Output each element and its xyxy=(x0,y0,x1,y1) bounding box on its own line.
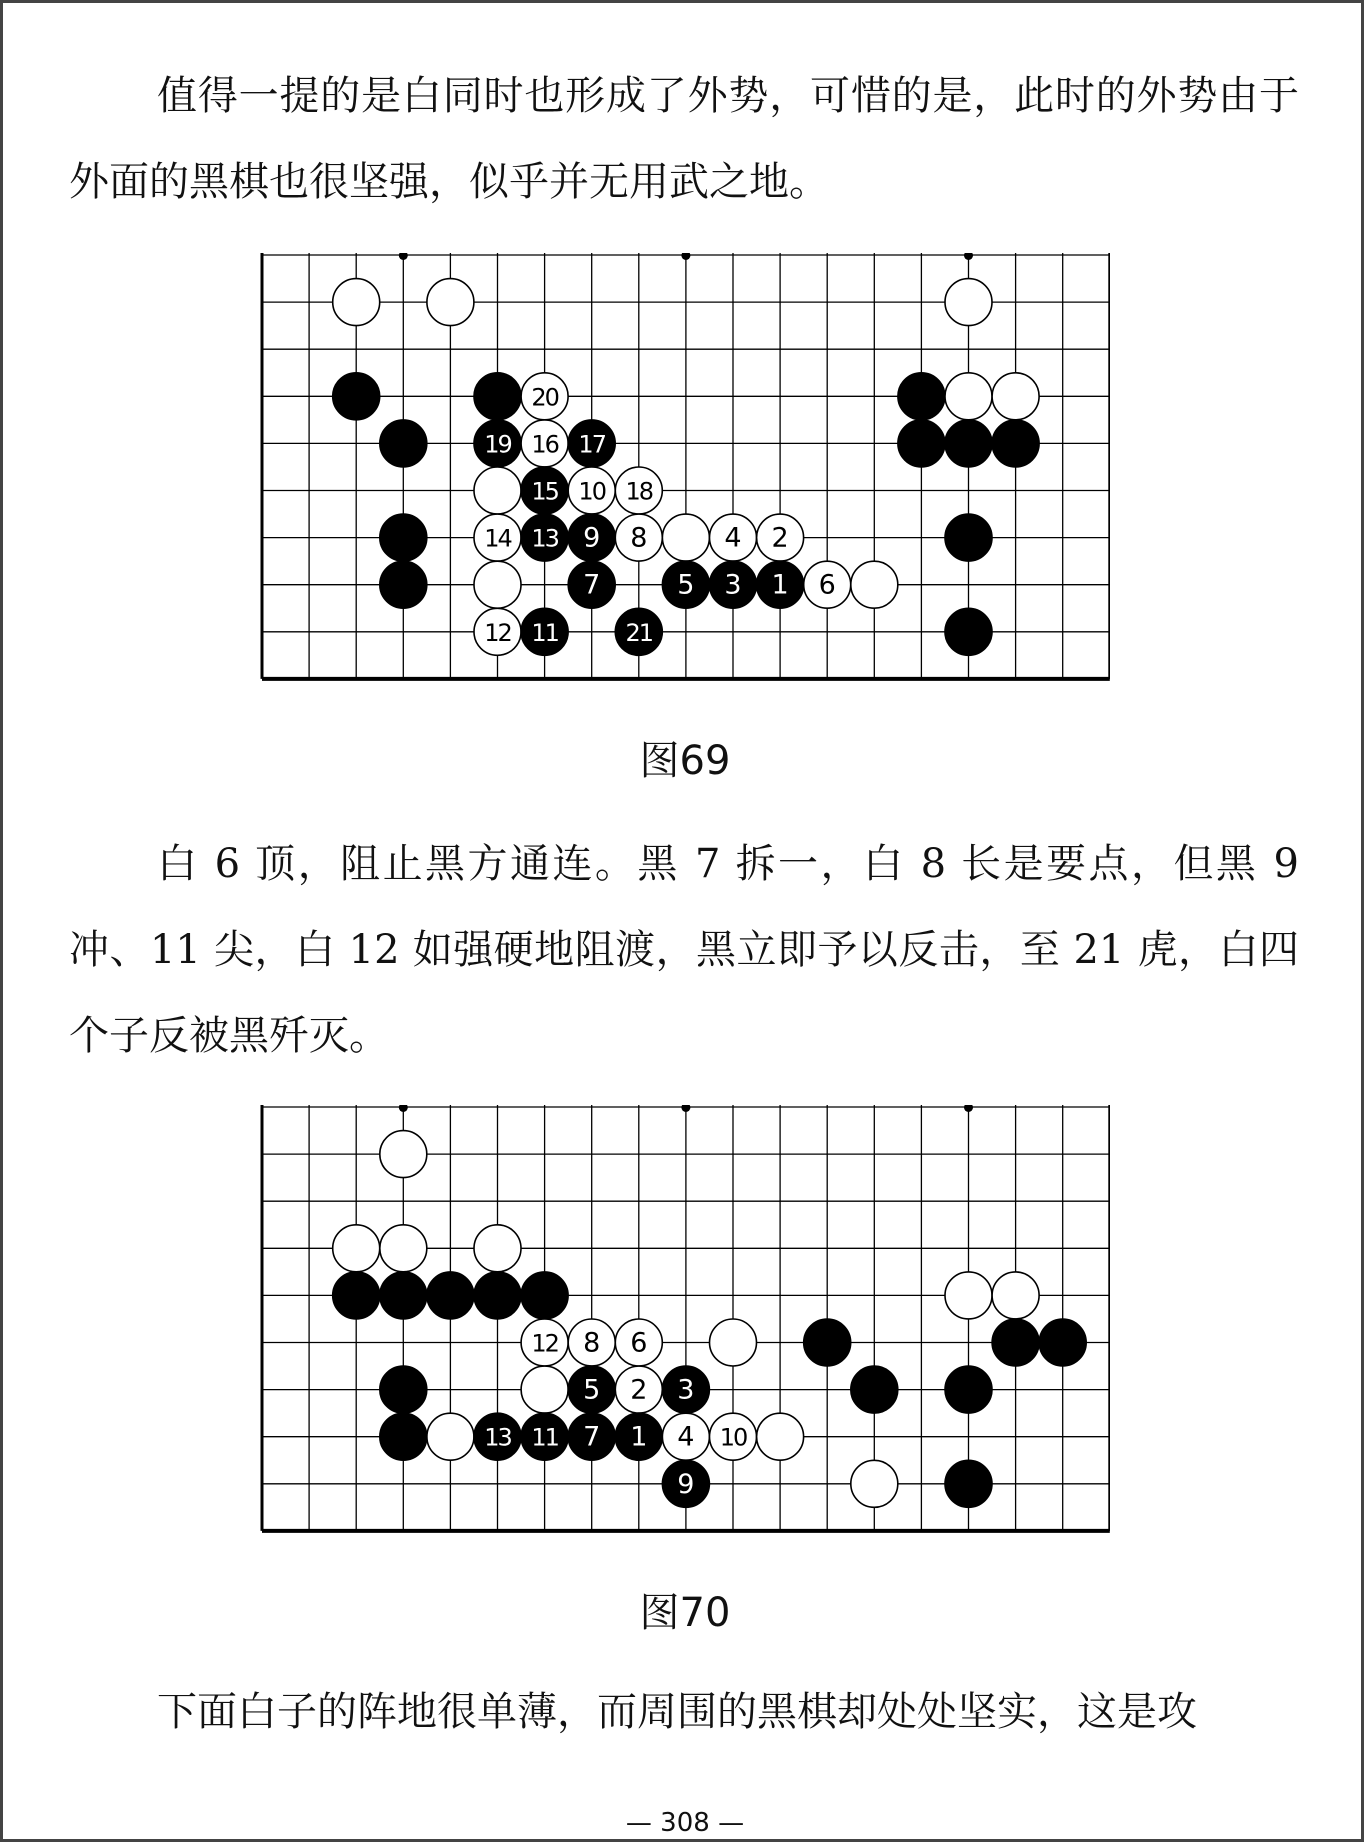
white-stone xyxy=(380,1131,427,1178)
black-stone xyxy=(380,420,427,467)
white-stone xyxy=(521,373,568,420)
move-number: 1 xyxy=(771,569,789,601)
black-stone xyxy=(474,1413,521,1460)
move-number: 3 xyxy=(677,1374,695,1406)
black-stone xyxy=(662,1366,709,1413)
black-stone xyxy=(804,1319,851,1366)
black-stone xyxy=(521,608,568,655)
move-number: 5 xyxy=(583,1374,601,1406)
move-number: 5 xyxy=(677,569,695,601)
black-stone xyxy=(898,373,945,420)
move-number: 2 xyxy=(630,1374,648,1406)
white-stone xyxy=(333,279,380,326)
black-stone xyxy=(380,1272,427,1319)
black-stone xyxy=(427,1272,474,1319)
black-stone xyxy=(521,1272,568,1319)
black-stone xyxy=(945,1366,992,1413)
move-number: 3 xyxy=(724,569,742,601)
black-stone xyxy=(568,420,615,467)
white-stone xyxy=(804,561,851,608)
white-stone xyxy=(615,1319,662,1366)
paragraph: 值得一提的是白同时也形成了外势，可惜的是，此时的外势由于外面的黑棋也很坚强，似乎并无用武之地。 xyxy=(69,73,1299,205)
move-number: 12 xyxy=(531,1329,558,1358)
move-number: 4 xyxy=(677,1421,695,1453)
white-stone xyxy=(521,1319,568,1366)
white-stone xyxy=(757,1413,804,1460)
black-stone xyxy=(380,561,427,608)
white-stone xyxy=(992,1272,1039,1319)
white-stone xyxy=(474,467,521,514)
move-number: 9 xyxy=(677,1468,695,1500)
black-stone xyxy=(992,420,1039,467)
move-number: 18 xyxy=(625,477,653,506)
black-stone xyxy=(898,420,945,467)
move-number: 12 xyxy=(484,618,511,647)
move-number: 9 xyxy=(583,522,601,554)
move-number: 1 xyxy=(630,1421,648,1453)
white-stone xyxy=(945,1272,992,1319)
move-number: 4 xyxy=(724,522,742,554)
black-stone xyxy=(521,1413,568,1460)
white-stone xyxy=(615,514,662,561)
black-stone xyxy=(333,1272,380,1319)
move-number: 6 xyxy=(818,569,836,601)
white-stone xyxy=(662,514,709,561)
move-number: 11 xyxy=(531,618,558,647)
white-stone xyxy=(945,373,992,420)
go-diagram-70 xyxy=(258,1105,1110,1560)
white-stone xyxy=(333,1225,380,1272)
move-number: 13 xyxy=(484,1423,511,1452)
black-stone xyxy=(945,420,992,467)
white-stone xyxy=(851,1460,898,1507)
black-stone xyxy=(380,514,427,561)
black-stone xyxy=(945,514,992,561)
white-stone xyxy=(521,1366,568,1413)
black-stone xyxy=(568,561,615,608)
white-stone xyxy=(992,373,1039,420)
black-stone xyxy=(568,1366,615,1413)
figure-caption: 图69 xyxy=(639,738,731,784)
white-stone xyxy=(568,467,615,514)
black-stone xyxy=(474,373,521,420)
white-stone xyxy=(474,608,521,655)
white-stone xyxy=(662,1413,709,1460)
white-stone xyxy=(710,1413,757,1460)
black-stone xyxy=(521,514,568,561)
figure-caption: 图70 xyxy=(639,1590,731,1636)
move-number: 10 xyxy=(719,1423,747,1452)
black-stone xyxy=(380,1366,427,1413)
black-stone xyxy=(568,1413,615,1460)
page-number: — 308 — xyxy=(625,1808,745,1838)
white-stone xyxy=(474,561,521,608)
white-stone xyxy=(474,1225,521,1272)
white-stone xyxy=(710,514,757,561)
paragraph: 白 6 顶，阻止黑方通连。黑 7 拆一，白 8 长是要点，但黑 9 冲、11 尖，白 12 如强硬地阻渡，黑立即予以反击，至 21 虎，白四个子反被黑歼灭。 xyxy=(69,841,1299,1059)
black-stone xyxy=(662,1460,709,1507)
move-number: 20 xyxy=(531,383,558,412)
black-stone xyxy=(333,373,380,420)
move-number: 11 xyxy=(531,1423,558,1452)
star-point xyxy=(399,1105,408,1112)
move-number: 17 xyxy=(578,430,605,459)
black-stone xyxy=(757,561,804,608)
white-stone xyxy=(757,514,804,561)
move-number: 10 xyxy=(578,477,605,506)
black-stone xyxy=(710,561,757,608)
black-stone xyxy=(851,1366,898,1413)
move-number: 2 xyxy=(771,522,789,554)
black-stone xyxy=(474,1272,521,1319)
paragraph: 下面白子的阵地很单薄，而周围的黑棋却处处坚实，这是攻 xyxy=(157,1689,1197,1735)
black-stone xyxy=(615,608,662,655)
move-number: 16 xyxy=(531,430,558,459)
move-number: 19 xyxy=(484,430,511,459)
black-stone xyxy=(945,608,992,655)
move-number: 14 xyxy=(484,524,511,553)
black-stone xyxy=(945,1460,992,1507)
star-point xyxy=(681,1105,690,1112)
white-stone xyxy=(521,420,568,467)
move-number: 8 xyxy=(630,522,648,554)
white-stone xyxy=(615,467,662,514)
move-number: 15 xyxy=(531,477,558,506)
go-diagram-69 xyxy=(258,253,1110,708)
black-stone xyxy=(615,1413,662,1460)
black-stone xyxy=(662,561,709,608)
move-number: 13 xyxy=(531,524,558,553)
white-stone xyxy=(474,514,521,561)
black-stone xyxy=(992,1319,1039,1366)
star-point xyxy=(399,253,408,260)
move-number: 8 xyxy=(583,1327,601,1359)
star-point xyxy=(681,253,690,260)
move-number: 7 xyxy=(583,569,601,601)
white-stone xyxy=(427,279,474,326)
black-stone xyxy=(380,1413,427,1460)
move-number: 21 xyxy=(625,618,653,647)
move-number: 6 xyxy=(630,1327,648,1359)
white-stone xyxy=(851,561,898,608)
white-stone xyxy=(615,1366,662,1413)
star-point xyxy=(964,253,973,260)
black-stone xyxy=(474,420,521,467)
black-stone xyxy=(521,467,568,514)
white-stone xyxy=(710,1319,757,1366)
white-stone xyxy=(427,1413,474,1460)
black-stone xyxy=(1039,1319,1086,1366)
white-stone xyxy=(945,279,992,326)
white-stone xyxy=(380,1225,427,1272)
black-stone xyxy=(568,514,615,561)
white-stone xyxy=(568,1319,615,1366)
star-point xyxy=(964,1105,973,1112)
move-number: 7 xyxy=(583,1421,601,1453)
